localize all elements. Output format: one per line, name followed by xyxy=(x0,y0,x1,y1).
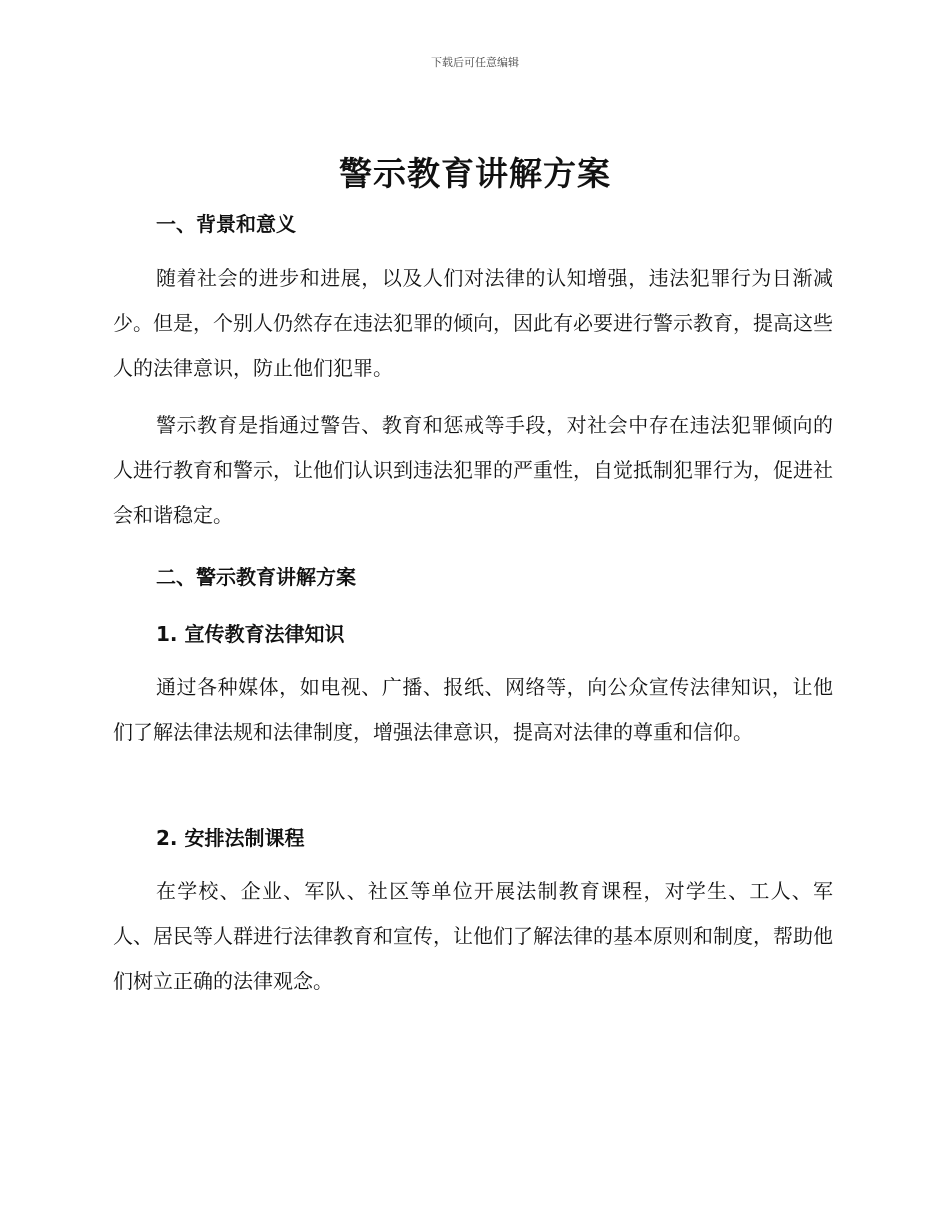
section-heading-plan: 二、警示教育讲解方案 xyxy=(156,565,356,589)
paragraph-background-1: 随着社会的进步和进展，以及人们对法律的认知增强，违法犯罪行为日渐减少。但是，个别人仍然存在违法犯罪的倾向，因此有必要进行警示教育，提高这些人的法律意识，防止他们犯罪。 xyxy=(113,266,833,380)
paragraph-law-courses: 在学校、企业、军队、社区等单位开展法制教育课程，对学生、工人、军人、居民等人群进行法律教育和宣传，让他们了解法律的基本原则和制度，帮助他们树立正确的法律观念。 xyxy=(113,879,833,993)
document-title: 警示教育讲解方案 xyxy=(339,154,611,193)
section-heading-background: 一、背景和意义 xyxy=(156,212,296,236)
paragraph-background-2: 警示教育是指通过警告、教育和惩戒等手段，对社会中存在违法犯罪倾向的人进行教育和警示，让他们认识到违法犯罪的严重性，自觉抵制犯罪行为，促进社会和谐稳定。 xyxy=(113,413,833,527)
header-note: 下载后可任意编辑 xyxy=(431,56,519,69)
subheading-law-courses: 2. 安排法制课程 xyxy=(156,826,305,850)
paragraph-legal-knowledge: 通过各种媒体，如电视、广播、报纸、网络等，向公众宣传法律知识，让他们了解法律法规和法律制度，增强法律意识，提高对法律的尊重和信仰。 xyxy=(113,675,833,744)
subheading-legal-knowledge: 1. 宣传教育法律知识 xyxy=(156,622,345,646)
